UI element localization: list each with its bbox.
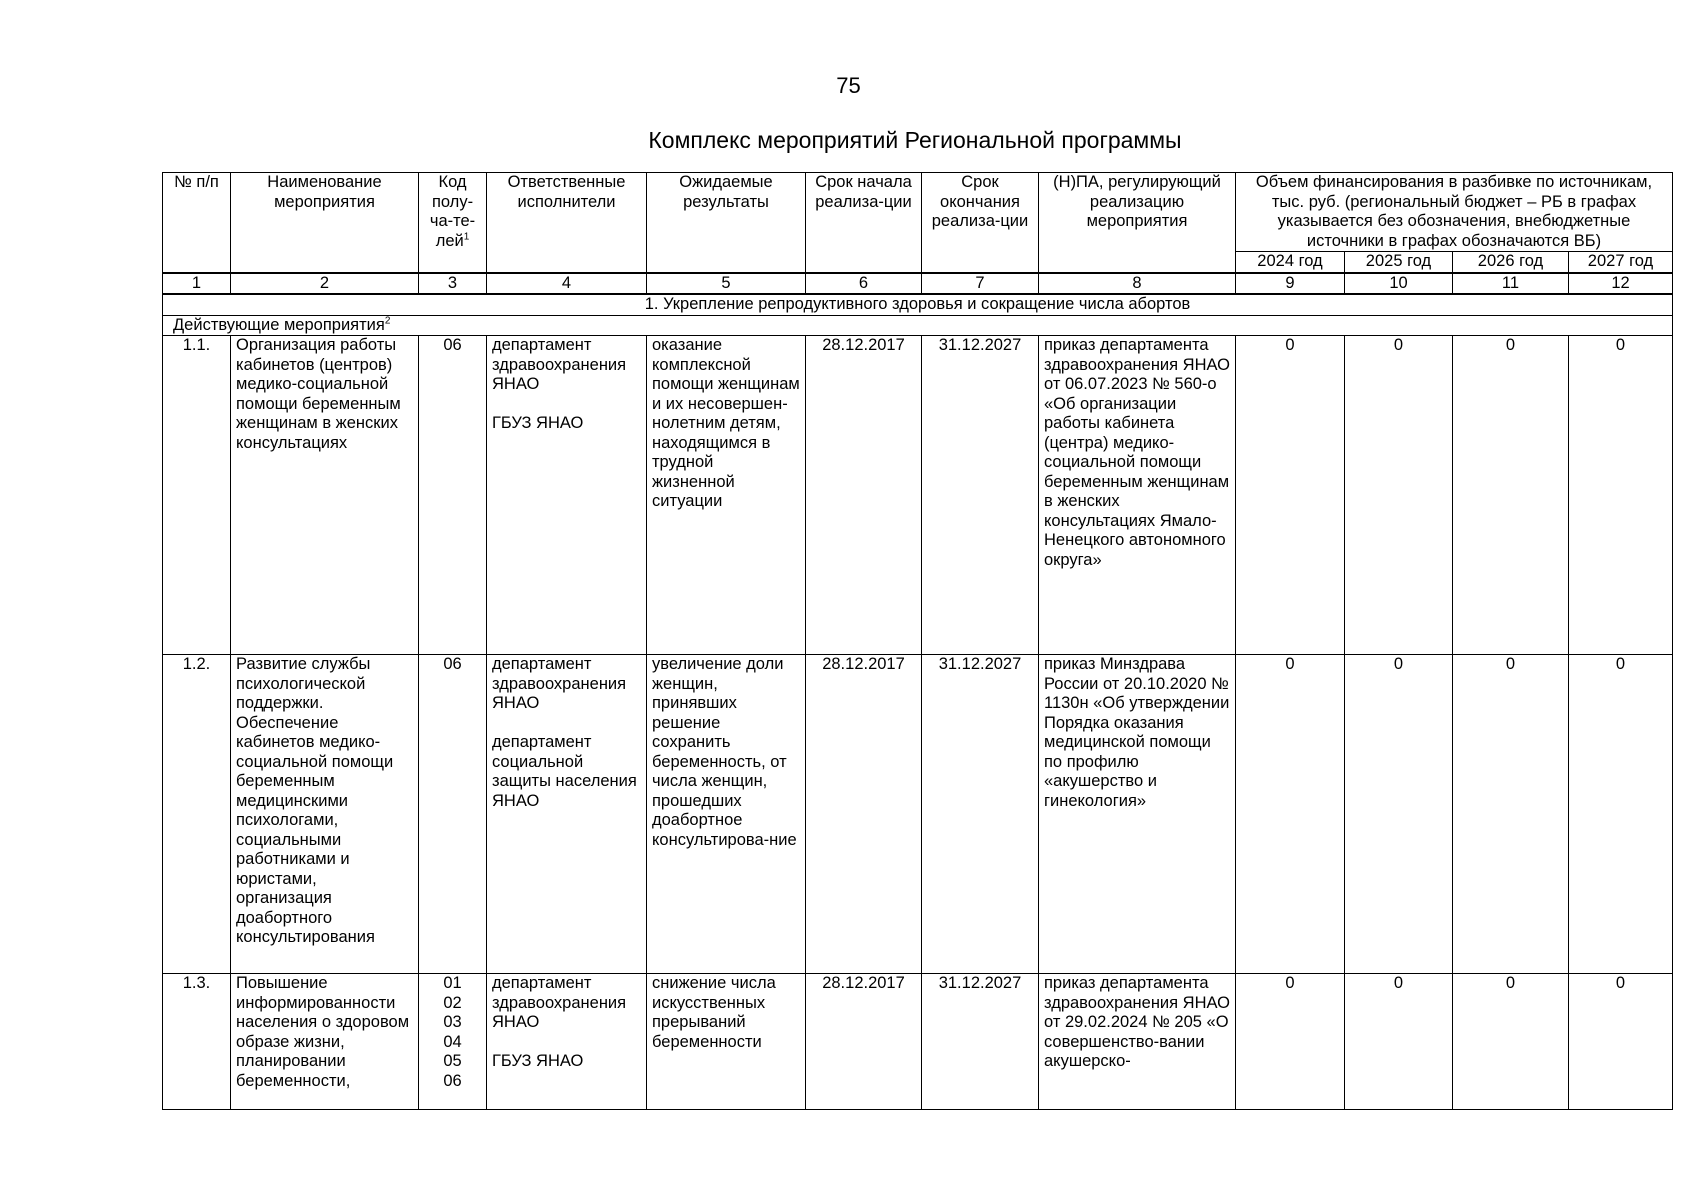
header-year-2026: 2026 год [1453,252,1569,273]
executor: департамент социальной защиты населения ЯНАО [492,733,637,810]
measure-name: Организация работы кабинетов (центров) медико-социальной помощи беременным женщинам в женских консультациях [231,336,419,655]
header-code [419,173,487,273]
executor: департамент здравоохранения ЯНАО [492,974,627,1031]
header-num: № п/п [163,173,231,273]
funding-2024: 0 [1236,336,1345,655]
header-year-2024: 2024 год [1236,252,1345,273]
column-number: 8 [1039,273,1236,295]
expected-result: увеличение доли женщин, принявших решение сохранить беременность, от числа женщин, прошедших доабортное консультирова-ние [647,655,806,974]
column-numbers-row [163,273,1673,295]
executor: ГБУЗ ЯНАО [492,414,584,432]
subsection-row [163,315,1673,336]
funding-2025: 0 [1345,655,1453,974]
recipient-code-item: 05 [443,1052,462,1070]
table-row [163,974,1673,1110]
column-number: 11 [1453,273,1569,295]
funding-2026: 0 [1453,974,1569,1110]
funding-2027: 0 [1569,336,1673,655]
header-results: Ожидаемые результаты [647,173,806,273]
recipient-code [419,336,487,655]
end-date: 31.12.2027 [922,974,1039,1110]
column-number: 9 [1236,273,1345,295]
executor: департамент здравоохранения ЯНАО [492,336,627,393]
measure-name: Повышение информированности населения о здоровом образе жизни, планировании беременности, [231,974,419,1110]
column-number: 4 [487,273,647,295]
executors [487,336,647,655]
funding-2024: 0 [1236,655,1345,974]
column-number: 7 [922,273,1039,295]
table-row [163,655,1673,974]
table-row [163,336,1673,655]
funding-2027: 0 [1569,974,1673,1110]
header-year-2027: 2027 год [1569,252,1673,273]
section-row [163,294,1673,315]
header-code-label: Код полу-ча-те-лей [429,173,476,250]
funding-2025: 0 [1345,974,1453,1110]
recipient-code-item: 01 [443,974,462,992]
start-date: 28.12.2017 [806,974,922,1110]
regulatory-act: приказ Минздрава России от 20.10.2020 № 1130н «Об утверждении Порядка оказания медицинской помощи по профилю «акушерство и гинекология» [1039,655,1236,974]
subsection-label: Действующие мероприятия [173,315,385,334]
recipient-code-item: 06 [443,1071,462,1090]
header-code-footnote: 1 [463,231,470,242]
funding-2024: 0 [1236,974,1345,1110]
funding-2025: 0 [1345,336,1453,655]
recipient-code-item: 02 [443,993,462,1012]
column-number: 10 [1345,273,1453,295]
recipient-code-item: 03 [443,1013,462,1031]
funding-2027: 0 [1569,655,1673,974]
expected-result: снижение числа искусственных прерываний беременности [647,974,806,1110]
column-number: 5 [647,273,806,295]
measure-name: Развитие службы психологической поддержки. Обеспечение кабинетов медико-социальной помощи беременным медицинскими психологами, социальными работниками и юристами, организация доабортного консультирования [231,655,419,974]
recipient-code [419,655,487,974]
header-row [163,173,1673,252]
start-date: 28.12.2017 [806,336,922,655]
header-npa: (Н)ПА, регулирующий реализацию мероприятия [1039,173,1236,273]
column-number: 2 [231,273,419,295]
executor: департамент здравоохранения ЯНАО [492,655,627,712]
funding-2026: 0 [1453,336,1569,655]
executor: ГБУЗ ЯНАО [492,1052,584,1070]
header-funding: Объем финансирования в разбивке по источникам, тыс. руб. (региональный бюджет – РБ в графах указывается без обозначения, внебюджетные источники в графах обозначаются ВБ) [1236,173,1673,252]
end-date: 31.12.2027 [922,336,1039,655]
row-number: 1.2. [163,655,231,974]
start-date: 28.12.2017 [806,655,922,974]
column-number: 3 [419,273,487,295]
header-start: Срок начала реализа-ции [806,173,922,273]
header-year-2025: 2025 год [1345,252,1453,273]
recipient-code-item: 04 [443,1032,462,1051]
header-end: Срок окончания реализа-ции [922,173,1039,273]
subsection-title [163,315,1673,336]
column-number: 6 [806,273,922,295]
recipient-code [419,974,487,1110]
recipient-code-item: 06 [443,655,462,673]
page-title: Комплекс мероприятий Региональной программы [648,127,1182,153]
end-date: 31.12.2027 [922,655,1039,974]
measures-table [162,172,1673,1110]
page-number: 75 [836,73,861,98]
subsection-footnote: 2 [384,315,391,326]
regulatory-act: приказ департамента здравоохранения ЯНАО от 06.07.2023 № 560-о «Об организации работы кабинета (центра) медико-социальной помощи беременным женщинам в женских консультациях Ямало-Ненецкого автономного округа» [1039,336,1236,655]
regulatory-act: приказ департамента здравоохранения ЯНАО от 29.02.2024 № 205 «О совершенство-вании акушерско- [1039,974,1236,1110]
column-number: 1 [163,273,231,295]
recipient-code-item: 06 [443,336,462,354]
header-name: Наименование мероприятия [231,173,419,273]
header-executors: Ответственные исполнители [487,173,647,273]
expected-result: оказание комплексной помощи женщинам и их несовершен-нолетним детям, находящимся в трудной жизненной ситуации [647,336,806,655]
executors [487,974,647,1110]
section-title: 1. Укрепление репродуктивного здоровья и сокращение числа абортов [163,294,1673,315]
funding-2026: 0 [1453,655,1569,974]
column-number: 12 [1569,273,1673,295]
row-number: 1.1. [163,336,231,655]
executors [487,655,647,974]
row-number: 1.3. [163,974,231,1110]
